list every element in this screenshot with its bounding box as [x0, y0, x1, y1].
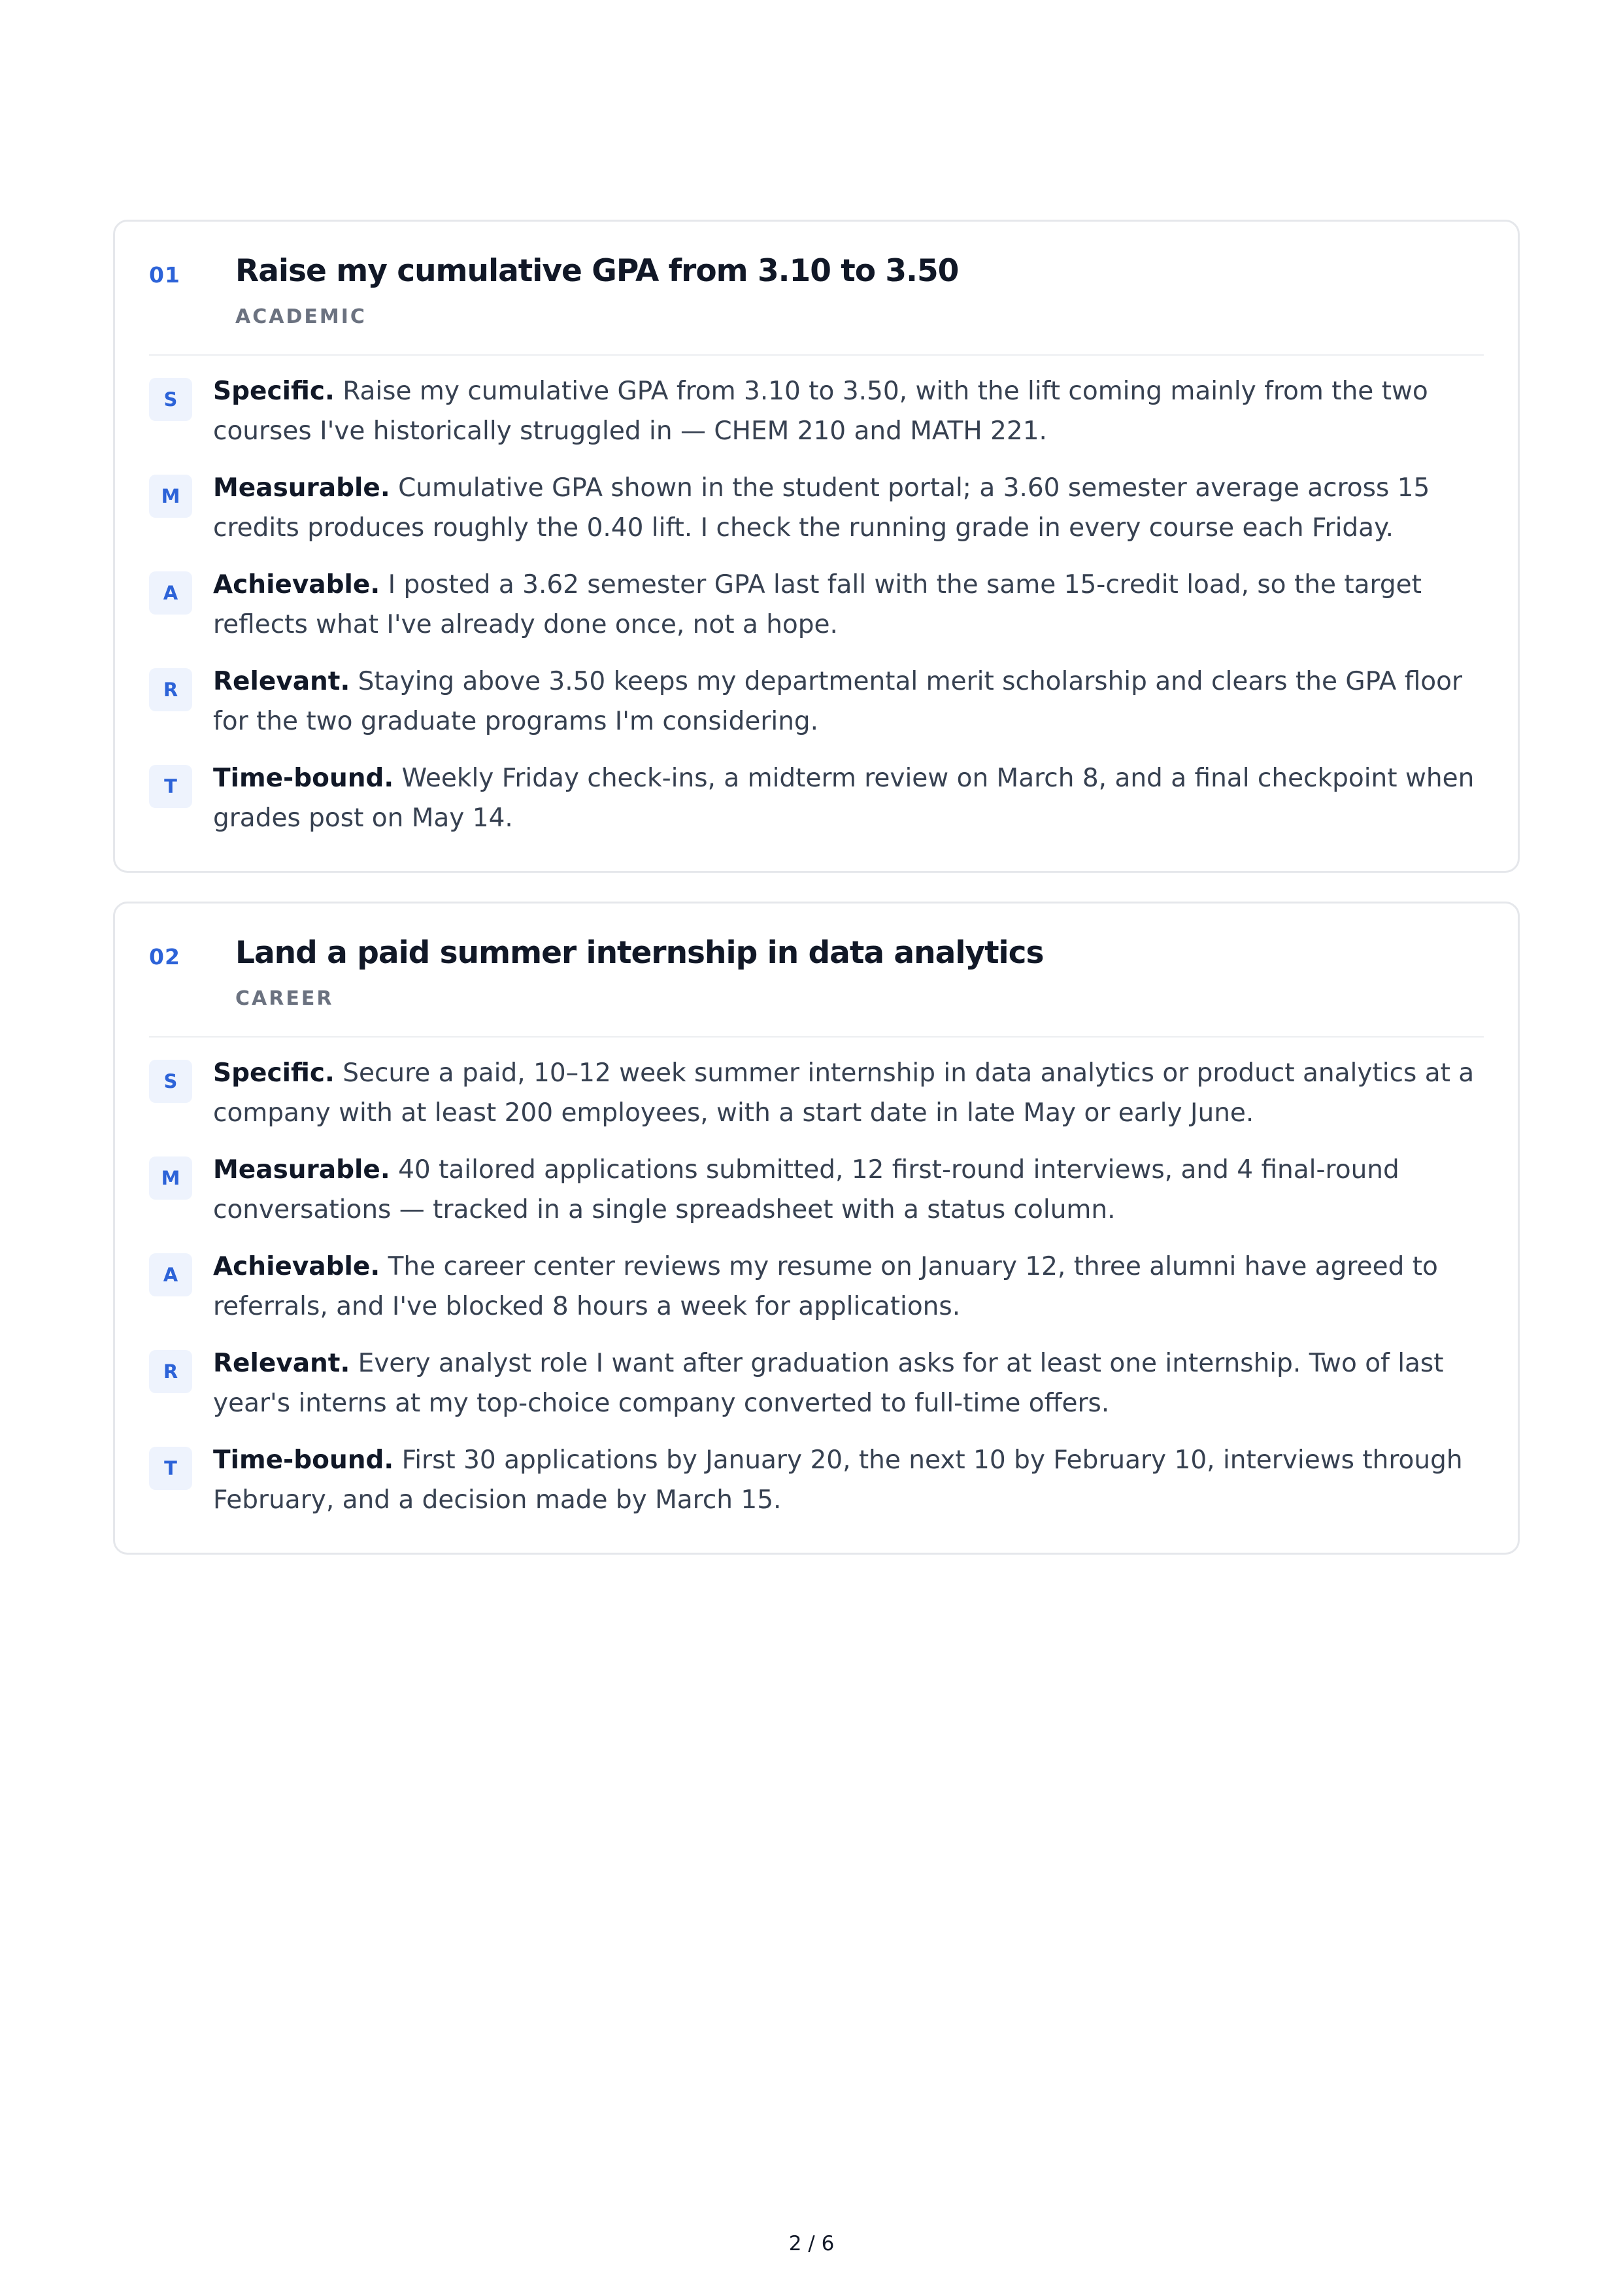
smart-text: Staying above 3.50 keeps my departmental merit scholarship and clears the GPA floor for the two graduate programs I'm considering. [213, 667, 1463, 736]
smart-badge: T [149, 1447, 192, 1490]
goal-card [113, 902, 1520, 1555]
smart-text: Every analyst role I want after graduation asks for at least one internship. Two of last year's interns at my top-choice company converted to full-time offers. [213, 1349, 1444, 1418]
smart-badge: M [149, 475, 192, 518]
smart-text: 40 tailored applications submitted, 12 first-round interviews, and 4 final-round conversations — tracked in a single spreadsheet with a status column. [213, 1155, 1399, 1224]
smart-text: First 30 applications by January 20, the next 10 by February 10, interviews through February, and a decision made by March 15. [213, 1445, 1463, 1515]
smart-badge: M [149, 1156, 192, 1200]
smart-label: Measurable. [213, 1155, 390, 1185]
smart-row-relevant [149, 1349, 1484, 1423]
smart-label: Specific. [213, 377, 335, 406]
smart-label: Time-bound. [213, 1445, 394, 1475]
goal-card [113, 220, 1520, 873]
smart-row-time-bound [149, 764, 1484, 838]
smart-description [213, 758, 1484, 838]
smart-text: Weekly Friday check-ins, a midterm review on March 8, and a final checkpoint when grades post on May 14. [213, 764, 1475, 833]
smart-text: The career center reviews my resume on January 12, three alumni have agreed to referrals, and I've blocked 8 hours a week for applications. [213, 1252, 1438, 1321]
smart-description [213, 468, 1484, 548]
goals-list [113, 220, 1520, 1583]
smart-text: Secure a paid, 10–12 week summer internship in data analytics or product analytics at a company with at least 200 employees, with a start date in late May or early June. [213, 1058, 1475, 1128]
smart-row-achievable [149, 570, 1484, 645]
smart-description [213, 1343, 1484, 1423]
smart-badge: A [149, 571, 192, 615]
goal-number: 01 [149, 262, 180, 288]
smart-row-achievable [149, 1252, 1484, 1326]
goal-header [149, 252, 1484, 356]
smart-badge: S [149, 1060, 192, 1103]
smart-row-measurable [149, 473, 1484, 548]
smart-label: Measurable. [213, 473, 390, 503]
smart-description [213, 1440, 1484, 1520]
smart-text: Raise my cumulative GPA from 3.10 to 3.50, with the lift coming mainly from the two courses I've historically struggled in — CHEM 210 and MATH 221. [213, 377, 1428, 446]
smart-label: Achievable. [213, 1252, 380, 1281]
goal-heading [235, 934, 1043, 1010]
smart-badge: R [149, 1350, 192, 1393]
smart-badge: A [149, 1253, 192, 1296]
goal-header [149, 934, 1484, 1038]
smart-badge: T [149, 765, 192, 808]
smart-description [213, 1150, 1484, 1230]
goal-category: ACADEMIC [235, 305, 367, 328]
smart-label: Specific. [213, 1058, 335, 1088]
smart-description [213, 565, 1484, 645]
smart-label: Relevant. [213, 1349, 350, 1378]
goal-title: Land a paid summer internship in data analytics [235, 935, 1044, 971]
smart-label: Achievable. [213, 570, 380, 599]
smart-row-relevant [149, 667, 1484, 741]
smart-row-specific [149, 1058, 1484, 1133]
page-number: 2 / 6 [788, 2232, 835, 2255]
goal-heading [235, 252, 958, 328]
smart-row-specific [149, 377, 1484, 451]
smart-description [213, 1053, 1484, 1133]
smart-row-measurable [149, 1155, 1484, 1230]
smart-badge: S [149, 378, 192, 421]
smart-description [213, 1247, 1484, 1326]
smart-description [213, 662, 1484, 741]
smart-badge: R [149, 668, 192, 711]
smart-text: Cumulative GPA shown in the student portal; a 3.60 semester average across 15 credits produces roughly the 0.40 lift. I check the running grade in every course each Friday. [213, 473, 1430, 543]
goal-title: Raise my cumulative GPA from 3.10 to 3.50 [235, 253, 959, 289]
smart-row-time-bound [149, 1445, 1484, 1520]
goal-category: CAREER [235, 987, 334, 1010]
smart-label: Relevant. [213, 667, 350, 696]
smart-text: I posted a 3.62 semester GPA last fall with the same 15-credit load, so the target reflects what I've already done once, not a hope. [213, 570, 1422, 639]
smart-label: Time-bound. [213, 764, 394, 793]
goal-number: 02 [149, 944, 180, 970]
smart-description [213, 371, 1484, 451]
